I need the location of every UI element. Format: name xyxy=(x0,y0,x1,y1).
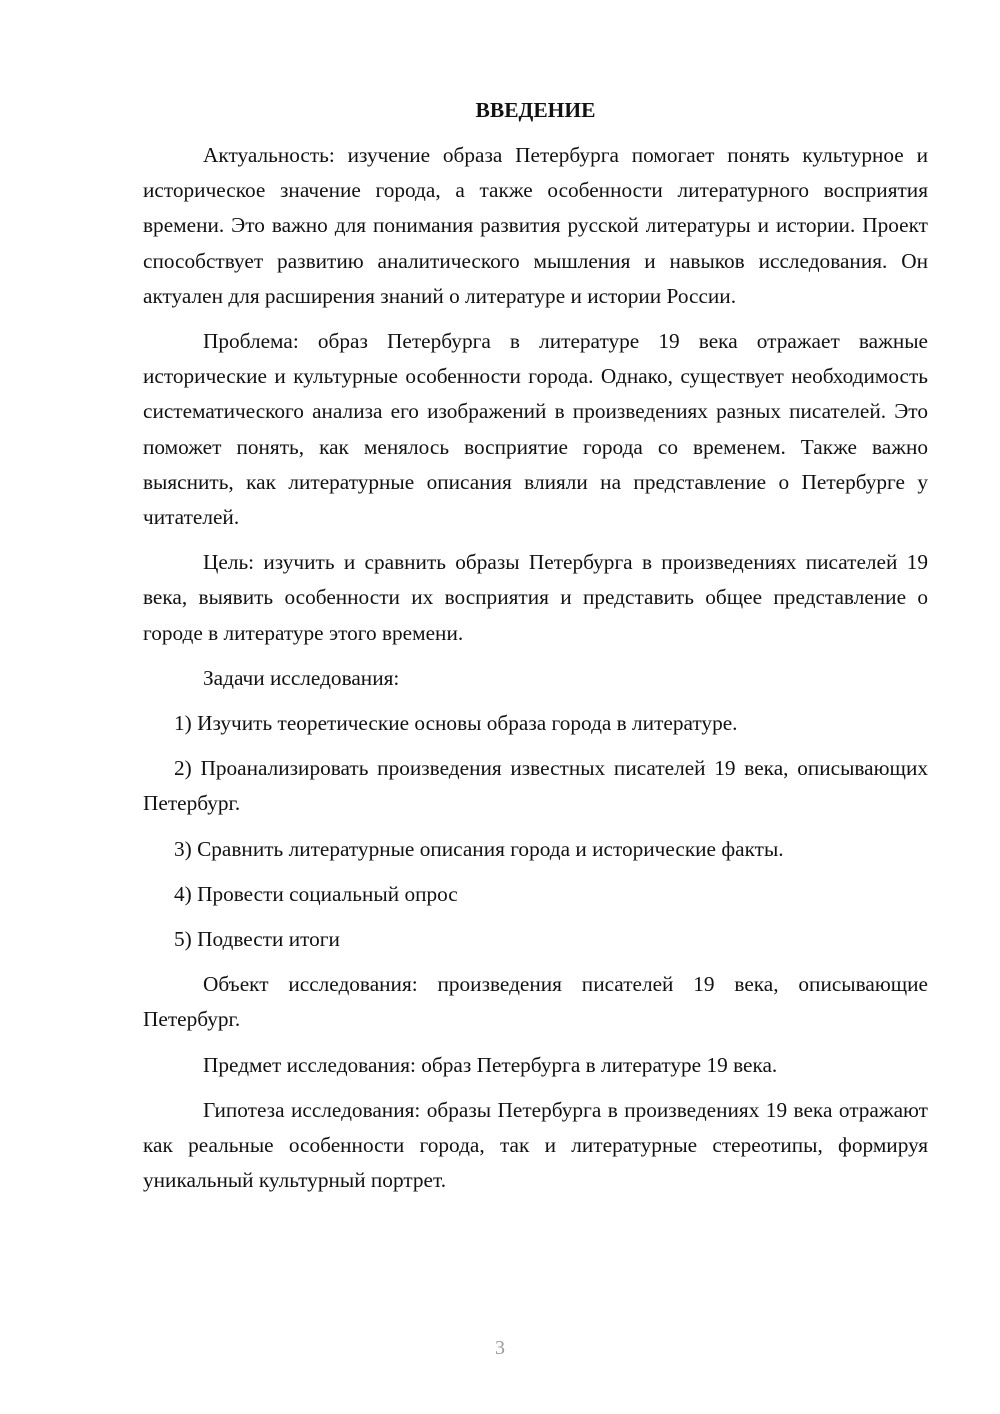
paragraph-goal: Цель: изучить и сравнить образы Петербурга в произведениях писателей 19 века, выявить особенности их восприятия и представить общее представление о городе в литературе этого времени. xyxy=(143,550,928,645)
paragraph-relevance: Актуальность: изучение образа Петербурга помогает понять культурное и историческое значение города, а также особенности литературного восприятия времени. Это важно для понимания развития русской литературы и истории. Проект способствует развитию аналитического мышления и навыков исследования. Он актуален для расширения знаний о литературе и истории России. xyxy=(143,143,928,308)
paragraph-object: Объект исследования: произведения писателей 19 века, описывающие Петербург. xyxy=(143,972,928,1032)
page-number: 3 xyxy=(495,1337,505,1359)
task-item-3: 3) Сравнить литературные описания города и исторические факты. xyxy=(174,836,784,861)
paragraph-problem: Проблема: образ Петербурга в литературе 19 века отражает важные исторические и культурные особенности города. Однако, существует необходимость систематического анализа его изображений в произведениях разных писателей. Это поможет понять, как менялось восприятие города со временем. Также важно выяснить, как литературные описания влияли на представление о Петербурге у читателей. xyxy=(143,329,928,530)
paragraph-hypothesis: Гипотеза исследования: образы Петербурга в произведениях 19 века отражают как реальные особенности города, так и литературные стереотипы, формируя уникальный культурный портрет. xyxy=(143,1097,928,1193)
section-title: ВВЕДЕНИЕ xyxy=(475,98,596,122)
paragraph-tasks-heading: Задачи исследования: xyxy=(203,665,400,690)
paragraph-subject: Предмет исследования: образ Петербурга в литературе 19 века. xyxy=(203,1052,778,1077)
task-item-4: 4) Провести социальный опрос xyxy=(174,881,458,906)
page-content xyxy=(143,93,928,1208)
task-item-2: 2) Проанализировать произведения известных писателей 19 века, описывающих Петербург. xyxy=(143,756,928,816)
task-item-5: 5) Подвести итоги xyxy=(174,927,340,952)
task-item-1: 1) Изучить теоретические основы образа города в литературе. xyxy=(174,711,738,736)
